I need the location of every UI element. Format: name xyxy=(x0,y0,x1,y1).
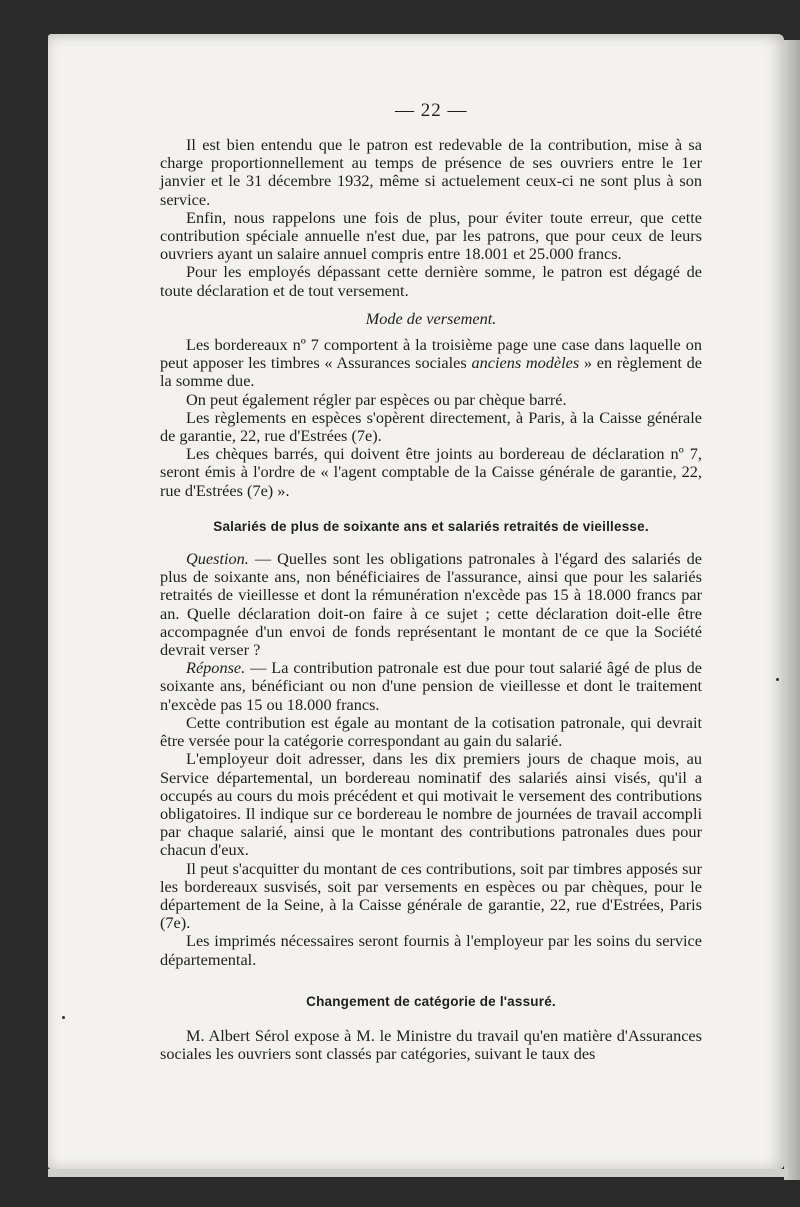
reponse-label: Réponse. xyxy=(186,658,246,678)
paragraph-9: L'employeur doit adresser, dans les dix premiers jours de chaque mois, au Service départemental, un bordereau nominatif des salariés ainsi visés, qu'il a occupés au cours du mois précédent et qui motivait le versement des contributions obligatoires. Il indique sur ce bordereau le nombre de journées de travail accompli par chaque salarié, ainsi que le montant des contributions patronales dues pour chacun d'eux. xyxy=(160,749,702,860)
reponse-paragraph xyxy=(160,659,702,714)
paragraph-4-italic: anciens modèles xyxy=(471,353,580,373)
reponse-text: — La contribution patronale est due pour tout salarié âgé de plus de soixante ans, bénéficiant ou non d'une pension de vieillesse et dont le traitement n'excède pas 15 ou 18.000 francs. xyxy=(160,658,702,714)
paragraph-3: Pour les employés dépassant cette dernière somme, le patron est dégagé de toute déclaration et de tout versement. xyxy=(160,262,702,300)
paragraph-12: M. Albert Sérol expose à M. le Ministre du travail qu'en matière d'Assurances sociales les ouvriers sont classés par catégories, suivant le taux des xyxy=(160,1025,702,1064)
scan-speck xyxy=(776,678,779,681)
scan-speck xyxy=(62,1016,65,1019)
paragraph-2: Enfin, nous rappelons une fois de plus, pour éviter toute erreur, que cette contribution spéciale annuelle n'est due, par les patrons, que pour ceux de leurs ouvriers ayant un salaire annuel compris entre 18.001 et 25.000 francs. xyxy=(160,207,702,264)
question-label: Question. xyxy=(186,549,249,569)
paragraph-5: On peut également régler par espèces ou par chèque barré. xyxy=(186,389,567,409)
paragraph-4-end: » en règlement de la somme due. xyxy=(160,353,703,391)
paragraph-10: Il peut s'acquitter du montant de ces contributions, soit par timbres apposés sur les bordereaux susvisés, soit par versements en espèces ou par chèques, pour le département de la Seine, à la Caisse générale de garantie, 22, rue d'Estrées, Paris (7e). xyxy=(160,858,702,933)
page-bottom-edge xyxy=(48,1169,788,1177)
section-heading-salaries: Salariés de plus de soixante ans et salariés retraités de vieillesse. xyxy=(213,518,649,534)
page-right-edge xyxy=(784,40,800,1180)
paragraph-6: Les règlements en espèces s'opèrent directement, à Paris, à la Caisse générale de garantie, 22, rue d'Estrées (7e). xyxy=(160,407,702,446)
page-number: — 22 — xyxy=(395,100,468,121)
paragraph-4 xyxy=(160,336,702,391)
paragraph-4-start: Les bordereaux nº 7 comportent à la troisième page une case dans laquelle on peut apposer les timbres « Assurances sociales xyxy=(160,335,702,373)
mode-de-versement-heading: Mode de versement. xyxy=(365,308,497,328)
question-text: — Quelles sont les obligations patronales à l'égard des salariés de plus de soixante ans, non bénéficiaires de l'assurance, ainsi que pour les salariés retraités de vieillesse et dont la rémunération n'excède pas 15 à 18.000 francs par an. Quelle déclaration doit-on faire à ce sujet ; cette déclaration doit-elle être accompagnée d'un envoi de fonds représentant le montant de ce que la Société devrait verser ? xyxy=(160,549,702,660)
document-body xyxy=(160,136,702,1063)
paragraph-1: Il est bien entendu que le patron est redevable de la contribution, mise à sa charge proportionnellement au temps de présence de ses ouvriers entre le 1er janvier et le 31 décembre 1932, même si actuelement ceux-ci ne sont plus à son service. xyxy=(160,135,702,209)
paragraph-7: Les chèques barrés, qui doivent être joints au bordereau de déclaration nº 7, seront émis à l'ordre de « l'agent comptable de la Caisse générale de garantie, 22, rue d'Estrées (7e) ». xyxy=(160,444,702,500)
section-heading-changement: Changement de catégorie de l'assuré. xyxy=(306,993,556,1009)
question-paragraph xyxy=(160,550,702,659)
paragraph-11: Les imprimés nécessaires seront fournis à l'employeur par les soins du service départemental. xyxy=(160,931,702,969)
paragraph-8: Cette contribution est égale au montant de la cotisation patronale, qui devrait être versée pour la catégorie correspondant au gain du salarié. xyxy=(160,712,702,751)
